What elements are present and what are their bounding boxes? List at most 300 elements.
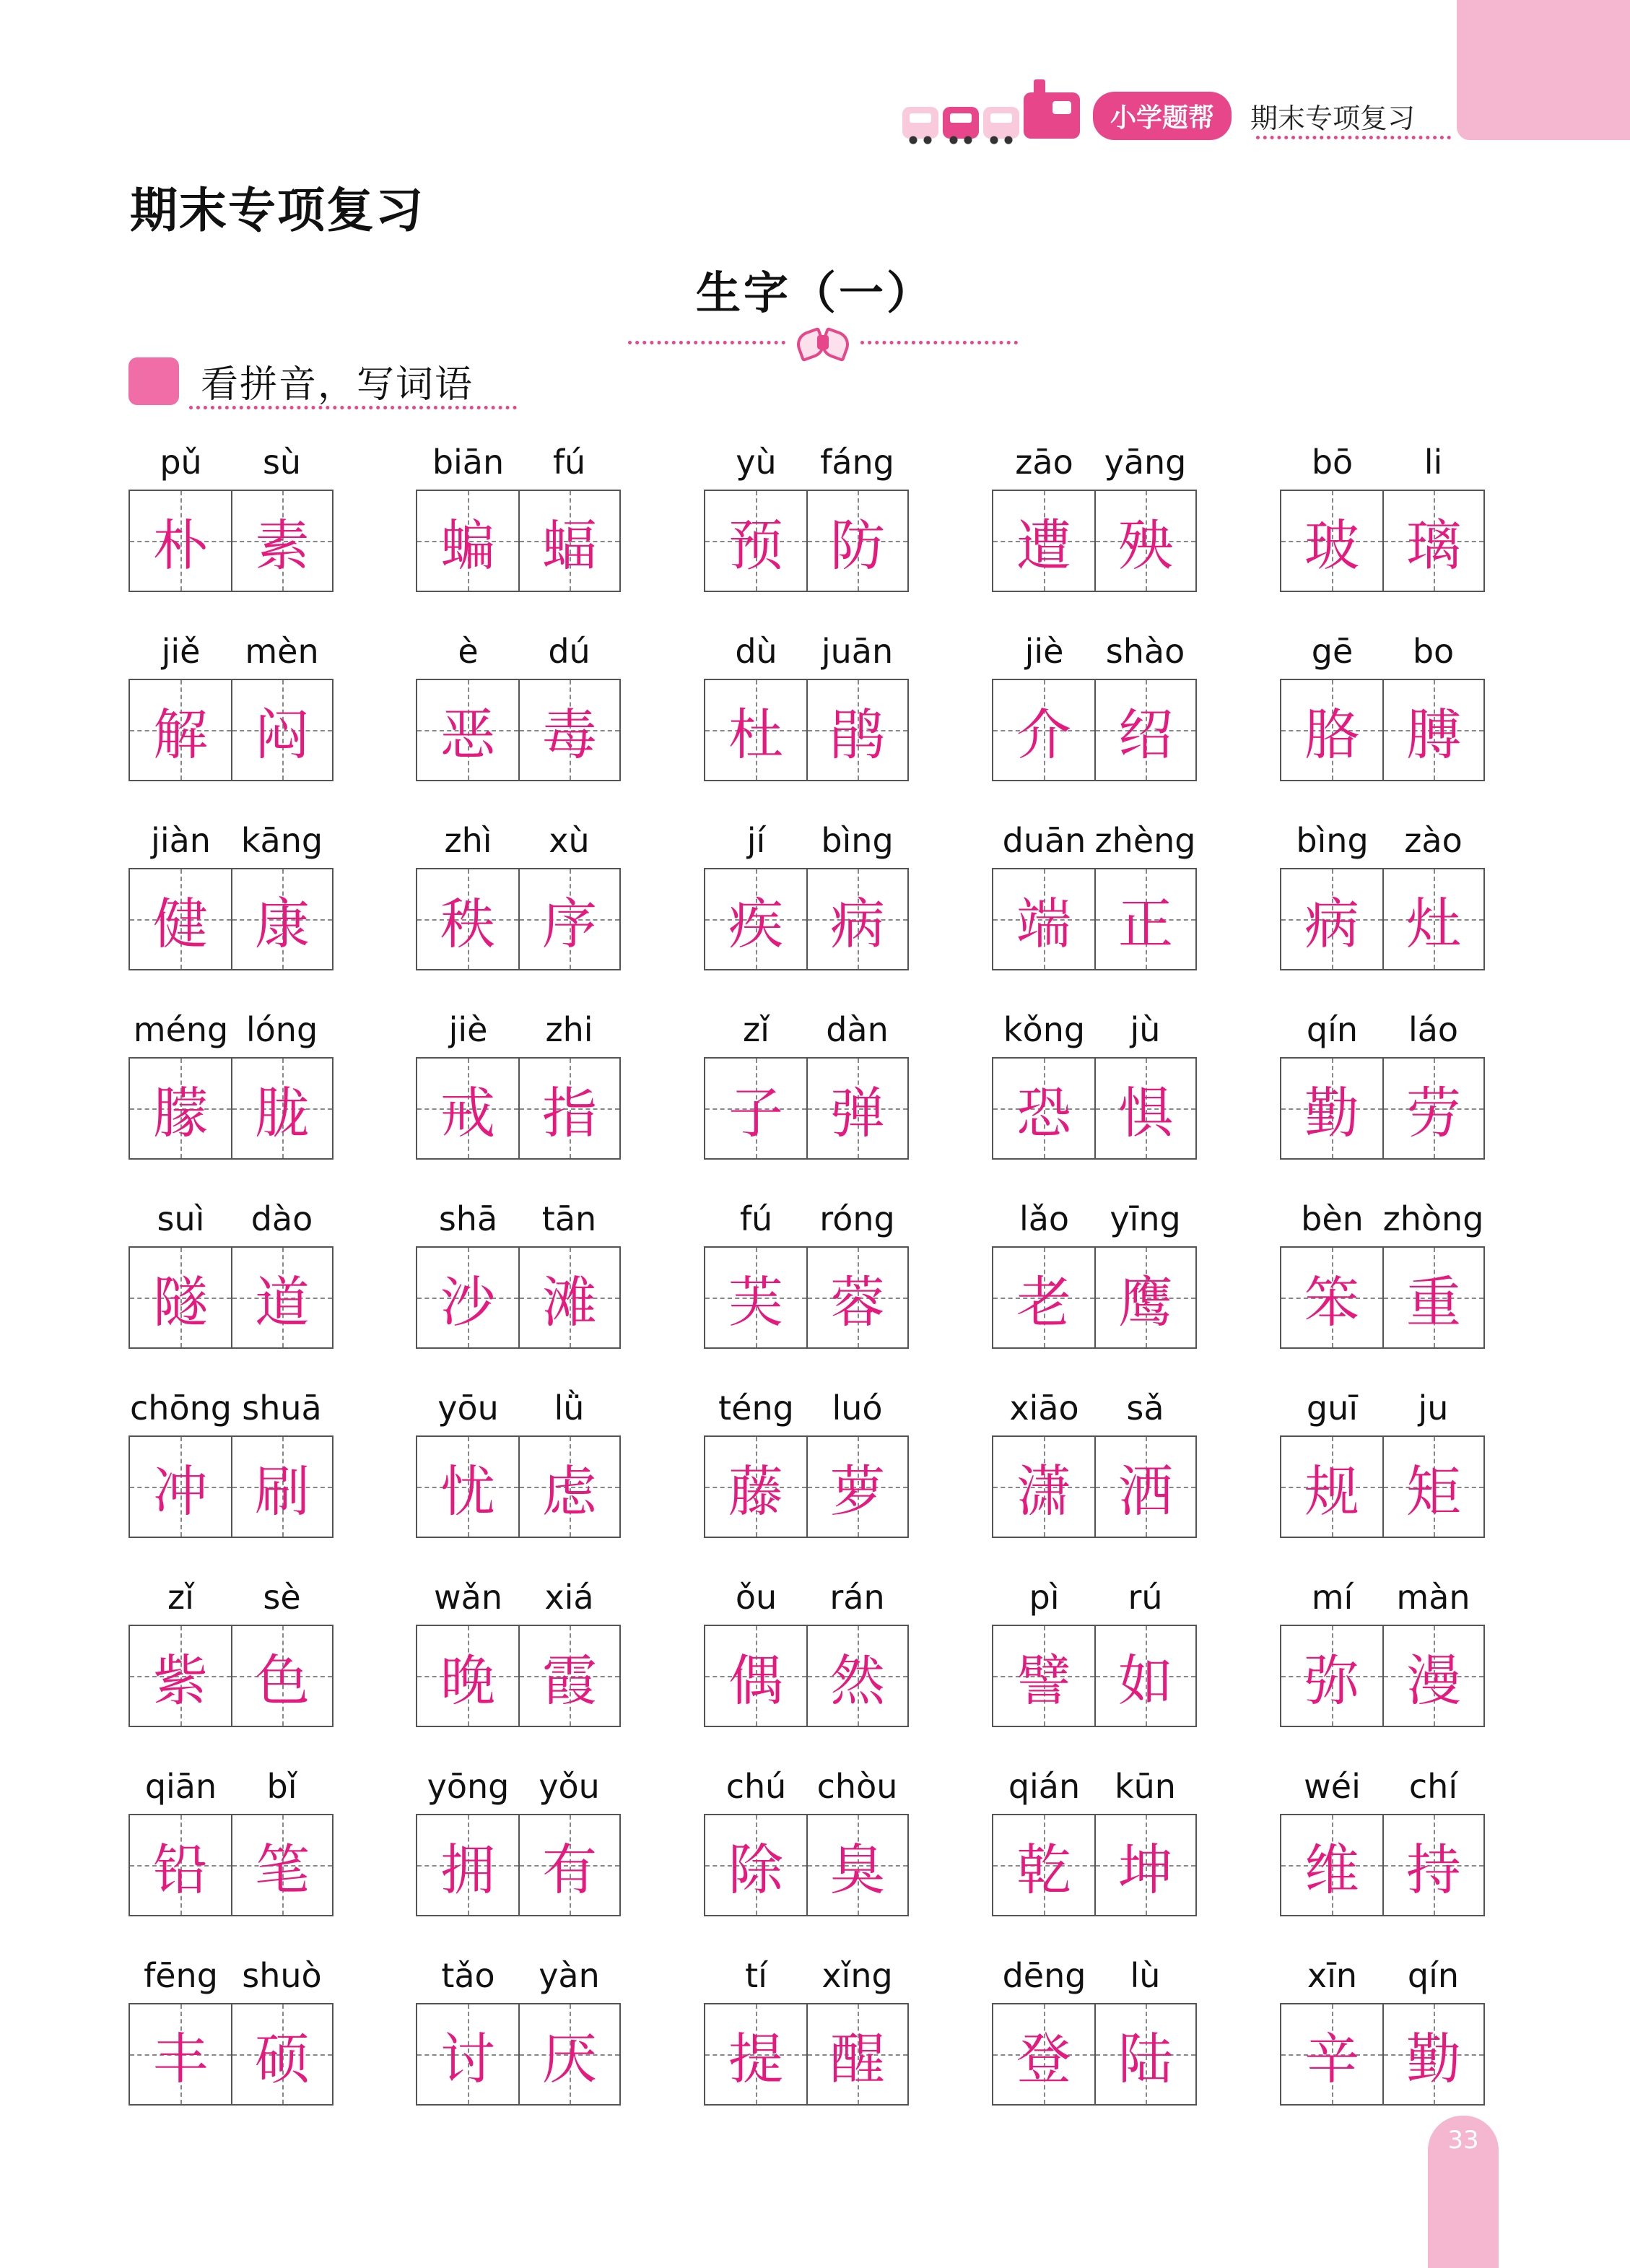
tianzige-box <box>1382 1626 1483 1726</box>
pinyin-label: dēng <box>1002 1956 1086 1995</box>
answer-character: 坤 <box>1118 1837 1173 1902</box>
pinyin-label: chú <box>725 1767 787 1806</box>
word-cell <box>704 630 913 819</box>
tianzige-box <box>1281 1059 1382 1158</box>
answer-character: 介 <box>1016 702 1071 767</box>
writing-boxes <box>1280 1814 1485 1916</box>
pinyin-label: qín <box>1306 1010 1359 1049</box>
pinyin-label: pì <box>1029 1578 1060 1617</box>
pinyin-label: jí <box>746 821 766 860</box>
answer-character: 辛 <box>1304 2026 1359 2091</box>
pinyin-label: ǒu <box>735 1578 777 1617</box>
word-cell <box>128 1197 338 1386</box>
tianzige-box <box>993 1059 1094 1158</box>
word-cell <box>416 1576 625 1765</box>
tianzige-box <box>518 1059 619 1158</box>
pinyin-label: téng <box>718 1389 794 1428</box>
tianzige-box <box>806 1437 907 1537</box>
tianzige-box <box>705 2004 806 2104</box>
pinyin-label: wǎn <box>434 1578 502 1617</box>
pinyin-label: chí <box>1408 1767 1458 1806</box>
tianzige-box <box>806 1626 907 1726</box>
tianzige-box <box>231 1437 332 1537</box>
writing-boxes <box>992 1057 1197 1160</box>
answer-character: 譬 <box>1016 1648 1071 1713</box>
tianzige-box <box>130 1815 231 1915</box>
tianzige-box <box>1382 1815 1483 1915</box>
writing-boxes <box>128 1057 334 1160</box>
tianzige-box <box>518 1248 619 1347</box>
pinyin-label: lóng <box>245 1010 318 1049</box>
writing-boxes <box>704 490 909 592</box>
answer-character: 鹰 <box>1118 1269 1173 1334</box>
answer-character: 杜 <box>728 702 783 767</box>
answer-character: 璃 <box>1406 513 1461 578</box>
word-cell <box>128 1954 338 2143</box>
tianzige-box <box>1094 1437 1195 1537</box>
pinyin-label: fú <box>739 1199 773 1238</box>
tianzige-box <box>1281 1815 1382 1915</box>
tianzige-box <box>130 1059 231 1158</box>
writing-boxes <box>992 2003 1197 2106</box>
word-cell <box>416 1197 625 1386</box>
pinyin-label: lǎo <box>1019 1199 1070 1238</box>
pinyin-label: fú <box>552 443 586 482</box>
pinyin-label: xīn <box>1307 1956 1358 1995</box>
pinyin-label: duān <box>1002 821 1086 860</box>
tianzige-box <box>806 1815 907 1915</box>
tianzige-box <box>705 1059 806 1158</box>
tianzige-box <box>1281 1437 1382 1537</box>
writing-boxes <box>704 1435 909 1538</box>
answer-character: 笨 <box>1304 1269 1359 1334</box>
pinyin-label: luó <box>832 1389 883 1428</box>
answer-character: 弥 <box>1304 1648 1359 1713</box>
answer-character: 滩 <box>542 1269 597 1334</box>
tianzige-box <box>130 1626 231 1726</box>
word-cell <box>128 819 338 1008</box>
tianzige-box <box>518 2004 619 2104</box>
tianzige-box <box>1094 1815 1195 1915</box>
answer-character: 蓉 <box>830 1269 885 1334</box>
pinyin-label: jiě <box>161 632 201 671</box>
word-cell <box>1280 1954 1489 2143</box>
word-cell <box>704 819 913 1008</box>
pinyin-label: bìng <box>821 821 894 860</box>
page-number: 33 <box>1447 2126 1479 2155</box>
writing-boxes <box>416 1814 621 1916</box>
answer-character: 玻 <box>1304 513 1359 578</box>
pinyin-label: lù <box>1130 1956 1161 1995</box>
word-cell <box>416 630 625 819</box>
tianzige-box <box>705 680 806 780</box>
tianzige-box <box>231 1815 332 1915</box>
answer-character: 鹃 <box>830 702 885 767</box>
pinyin-label: xù <box>549 821 590 860</box>
answer-character: 解 <box>153 702 208 767</box>
pinyin-label: yàn <box>539 1956 600 1995</box>
tianzige-box <box>1281 1248 1382 1347</box>
word-cell <box>992 1008 1201 1197</box>
pinyin-label: bō <box>1311 443 1354 482</box>
writing-boxes <box>128 679 334 781</box>
word-cell <box>1280 440 1489 630</box>
pinyin-label: yōng <box>427 1767 510 1806</box>
answer-character: 笔 <box>255 1837 310 1902</box>
word-cell <box>128 630 338 819</box>
pinyin-label: mèn <box>245 632 319 671</box>
answer-character: 潇 <box>1016 1459 1071 1524</box>
answer-character: 绍 <box>1118 702 1173 767</box>
tianzige-box <box>1382 1248 1483 1347</box>
pinyin-label: fáng <box>820 443 894 482</box>
word-cell <box>1280 630 1489 819</box>
tianzige-box <box>518 491 619 591</box>
word-cell <box>416 440 625 630</box>
pinyin-label: ju <box>1418 1389 1449 1428</box>
writing-boxes <box>416 868 621 970</box>
section-heading <box>128 354 474 408</box>
answer-character: 勤 <box>1304 1080 1359 1145</box>
answer-character: 沙 <box>440 1269 495 1334</box>
answer-character: 勤 <box>1406 2026 1461 2091</box>
answer-character: 戒 <box>440 1080 495 1145</box>
answer-character: 臭 <box>830 1837 885 1902</box>
pinyin-label: chōng <box>130 1389 232 1428</box>
writing-boxes <box>128 490 334 592</box>
pinyin-label: gē <box>1311 632 1354 671</box>
word-cell <box>992 1954 1201 2143</box>
writing-boxes <box>128 868 334 970</box>
word-cell <box>1280 819 1489 1008</box>
pinyin-label: lǜ <box>554 1389 585 1428</box>
word-cell <box>1280 1765 1489 1954</box>
answer-character: 病 <box>1304 891 1359 956</box>
pinyin-label: qián <box>1008 1767 1081 1806</box>
answer-character: 萝 <box>830 1459 885 1524</box>
writing-boxes <box>416 1057 621 1160</box>
tianzige-box <box>518 1815 619 1915</box>
pinyin-label: zhòng <box>1382 1199 1484 1238</box>
tianzige-box <box>231 1626 332 1726</box>
tianzige-box <box>1094 1626 1195 1726</box>
word-cell <box>1280 1197 1489 1386</box>
answer-character: 灶 <box>1406 891 1461 956</box>
pinyin-label: shā <box>438 1199 498 1238</box>
pinyin-label: shuā <box>242 1389 322 1428</box>
tianzige-box <box>806 491 907 591</box>
writing-boxes <box>416 2003 621 2106</box>
word-cell <box>992 819 1201 1008</box>
answer-character: 疾 <box>728 891 783 956</box>
pinyin-label: tǎo <box>441 1956 495 1995</box>
answer-character: 恶 <box>440 702 495 767</box>
pinyin-label: róng <box>819 1199 895 1238</box>
pinyin-label: zhi <box>545 1010 593 1049</box>
pinyin-label: guī <box>1306 1389 1359 1428</box>
tianzige-box <box>993 869 1094 969</box>
pinyin-label: sù <box>262 443 302 482</box>
pinyin-label: zǐ <box>743 1010 770 1049</box>
tianzige-box <box>231 2004 332 2104</box>
word-cell <box>416 819 625 1008</box>
answer-character: 闷 <box>255 702 310 767</box>
pinyin-label: è <box>458 632 479 671</box>
tianzige-box <box>1094 1248 1195 1347</box>
writing-boxes <box>128 1246 334 1349</box>
pinyin-label: rú <box>1128 1578 1163 1617</box>
tianzige-box <box>1094 491 1195 591</box>
tianzige-box <box>130 491 231 591</box>
tianzige-box <box>1094 1059 1195 1158</box>
pinyin-label: kǒng <box>1003 1010 1086 1049</box>
answer-character: 规 <box>1304 1459 1359 1524</box>
pinyin-label: biān <box>432 443 505 482</box>
writing-boxes <box>128 2003 334 2106</box>
pinyin-label: juān <box>821 632 894 671</box>
pinyin-label: fēng <box>144 1956 218 1995</box>
pinyin-label: bèn <box>1301 1199 1364 1238</box>
pinyin-label: yù <box>736 443 777 482</box>
pinyin-label: tān <box>541 1199 597 1238</box>
answer-character: 弹 <box>830 1080 885 1145</box>
tianzige-box <box>806 680 907 780</box>
pinyin-label: wéi <box>1304 1767 1361 1806</box>
pinyin-label: màn <box>1396 1578 1470 1617</box>
pinyin-label: yǒu <box>539 1767 600 1806</box>
header-section-label: 期末专项复习 <box>1250 102 1416 134</box>
pinyin-label: xiāo <box>1009 1389 1079 1428</box>
answer-character: 劳 <box>1406 1080 1461 1145</box>
tianzige-box <box>417 491 518 591</box>
word-cell <box>1280 1386 1489 1576</box>
tianzige-box <box>1382 491 1483 591</box>
word-cell <box>704 1386 913 1576</box>
answer-character: 持 <box>1406 1837 1461 1902</box>
writing-boxes <box>1280 1625 1485 1727</box>
tianzige-box <box>417 1248 518 1347</box>
word-cell <box>992 630 1201 819</box>
tianzige-box <box>130 2004 231 2104</box>
pinyin-label: zāo <box>1015 443 1073 482</box>
answer-character: 芙 <box>728 1269 783 1334</box>
pinyin-label: jiè <box>448 1010 488 1049</box>
answer-character: 漫 <box>1406 1648 1461 1713</box>
writing-boxes <box>704 679 909 781</box>
writing-boxes <box>992 679 1197 781</box>
word-cell <box>128 1765 338 1954</box>
word-cell <box>128 1008 338 1197</box>
writing-boxes <box>128 1814 334 1916</box>
answer-character: 健 <box>153 891 208 956</box>
answer-character: 然 <box>830 1648 885 1713</box>
corner-tab <box>1457 0 1630 140</box>
tianzige-box <box>705 1626 806 1726</box>
tianzige-box <box>518 1437 619 1537</box>
writing-boxes <box>992 490 1197 592</box>
tianzige-box <box>417 1626 518 1726</box>
tianzige-box <box>231 680 332 780</box>
pinyin-label: bǐ <box>266 1767 297 1806</box>
pinyin-label: yōu <box>437 1389 499 1428</box>
word-cell <box>704 1765 913 1954</box>
writing-boxes <box>1280 2003 1485 2106</box>
word-grid <box>0 440 1630 2123</box>
answer-character: 惧 <box>1118 1080 1173 1145</box>
answer-character: 色 <box>255 1648 310 1713</box>
tianzige-box <box>417 680 518 780</box>
writing-boxes <box>704 1057 909 1160</box>
answer-character: 毒 <box>542 702 597 767</box>
answer-character: 偶 <box>728 1648 783 1713</box>
answer-character: 蝠 <box>542 513 597 578</box>
answer-character: 子 <box>728 1080 783 1145</box>
tianzige-box <box>993 1626 1094 1726</box>
writing-boxes <box>128 1625 334 1727</box>
tianzige-box <box>1281 680 1382 780</box>
answer-character: 膊 <box>1406 702 1461 767</box>
tianzige-box <box>705 1815 806 1915</box>
writing-boxes <box>704 1246 909 1349</box>
section-underline <box>189 406 517 409</box>
writing-boxes <box>416 1625 621 1727</box>
answer-character: 晚 <box>440 1648 495 1713</box>
word-cell <box>992 1197 1201 1386</box>
tianzige-box <box>705 869 806 969</box>
answer-character: 重 <box>1406 1269 1461 1334</box>
answer-character: 预 <box>728 513 783 578</box>
pinyin-label: jù <box>1130 1010 1161 1049</box>
pinyin-label: qín <box>1407 1956 1460 1995</box>
word-cell <box>992 1576 1201 1765</box>
writing-boxes <box>1280 679 1485 781</box>
pinyin-label: pǔ <box>160 443 202 482</box>
pinyin-label: qiān <box>144 1767 217 1806</box>
answer-character: 防 <box>830 513 885 578</box>
answer-character: 忧 <box>440 1459 495 1524</box>
pinyin-label: shuò <box>242 1956 322 1995</box>
answer-character: 洒 <box>1118 1459 1173 1524</box>
writing-boxes <box>1280 490 1485 592</box>
answer-character: 隧 <box>153 1269 208 1334</box>
pinyin-label: méng <box>133 1010 229 1049</box>
tianzige-box <box>993 680 1094 780</box>
tianzige-box <box>1094 680 1195 780</box>
answer-character: 蝙 <box>440 513 495 578</box>
tianzige-box <box>1281 869 1382 969</box>
pinyin-label: dú <box>548 632 590 671</box>
tianzige-box <box>130 1248 231 1347</box>
writing-boxes <box>416 1435 621 1538</box>
tianzige-box <box>1382 1437 1483 1537</box>
page-title: 期末专项复习 <box>130 183 424 238</box>
pinyin-label: li <box>1424 443 1443 482</box>
pinyin-label: jiè <box>1024 632 1064 671</box>
word-cell <box>416 1008 625 1197</box>
answer-character: 端 <box>1016 891 1071 956</box>
tianzige-box <box>1382 680 1483 780</box>
tianzige-box <box>1281 491 1382 591</box>
tianzige-box <box>806 1248 907 1347</box>
tianzige-box <box>518 1626 619 1726</box>
word-cell <box>704 1576 913 1765</box>
word-cell <box>992 1765 1201 1954</box>
word-cell <box>416 1954 625 2143</box>
answer-character: 刷 <box>255 1459 310 1524</box>
word-cell <box>704 1008 913 1197</box>
tianzige-box <box>417 2004 518 2104</box>
answer-character: 殃 <box>1118 513 1173 578</box>
answer-character: 铅 <box>153 1837 208 1902</box>
answer-character: 病 <box>830 891 885 956</box>
word-cell <box>704 1197 913 1386</box>
pinyin-label: zào <box>1404 821 1463 860</box>
tianzige-box <box>705 1437 806 1537</box>
answer-character: 胧 <box>255 1080 310 1145</box>
answer-character: 硕 <box>255 2026 310 2091</box>
tianzige-box <box>1382 869 1483 969</box>
tianzige-box <box>806 2004 907 2104</box>
pinyin-label: tí <box>745 1956 767 1995</box>
writing-boxes <box>704 1625 909 1727</box>
pinyin-label: dù <box>735 632 777 671</box>
answer-character: 陆 <box>1118 2026 1173 2091</box>
pinyin-label: rán <box>829 1578 885 1617</box>
pinyin-label: kūn <box>1115 1767 1176 1806</box>
pinyin-label: zhèng <box>1094 821 1196 860</box>
answer-character: 乾 <box>1016 1837 1071 1902</box>
writing-boxes <box>992 1246 1197 1349</box>
writing-boxes <box>1280 1246 1485 1349</box>
pinyin-label: jiàn <box>151 821 211 860</box>
tianzige-box <box>130 869 231 969</box>
tianzige-box <box>993 1248 1094 1347</box>
answer-character: 朦 <box>153 1080 208 1145</box>
tianzige-box <box>417 1437 518 1537</box>
tianzige-box <box>518 680 619 780</box>
answer-character: 朴 <box>153 513 208 578</box>
writing-boxes <box>1280 868 1485 970</box>
tianzige-box <box>417 869 518 969</box>
word-cell <box>128 1576 338 1765</box>
tianzige-box <box>993 491 1094 591</box>
section-label: 看拼音，写词语 <box>201 363 474 407</box>
answer-character: 有 <box>542 1837 597 1902</box>
writing-boxes <box>704 868 909 970</box>
writing-boxes <box>992 868 1197 970</box>
answer-character: 秩 <box>440 891 495 956</box>
header-divider <box>1256 136 1451 139</box>
writing-boxes <box>704 1814 909 1916</box>
answer-character: 正 <box>1118 891 1173 956</box>
pinyin-label: zhì <box>444 821 492 860</box>
pinyin-label: suì <box>157 1199 205 1238</box>
tianzige-box <box>1382 1059 1483 1158</box>
writing-boxes <box>416 1246 621 1349</box>
word-cell <box>128 1386 338 1576</box>
writing-boxes <box>704 2003 909 2106</box>
answer-character: 维 <box>1304 1837 1359 1902</box>
pinyin-label: xǐng <box>821 1956 893 1995</box>
word-cell <box>992 1386 1201 1576</box>
word-cell <box>1280 1576 1489 1765</box>
answer-character: 老 <box>1016 1269 1071 1334</box>
tianzige-box <box>1094 869 1195 969</box>
answer-character: 素 <box>255 513 310 578</box>
tianzige-box <box>705 491 806 591</box>
tianzige-box <box>130 680 231 780</box>
pinyin-label: yāng <box>1104 443 1187 482</box>
